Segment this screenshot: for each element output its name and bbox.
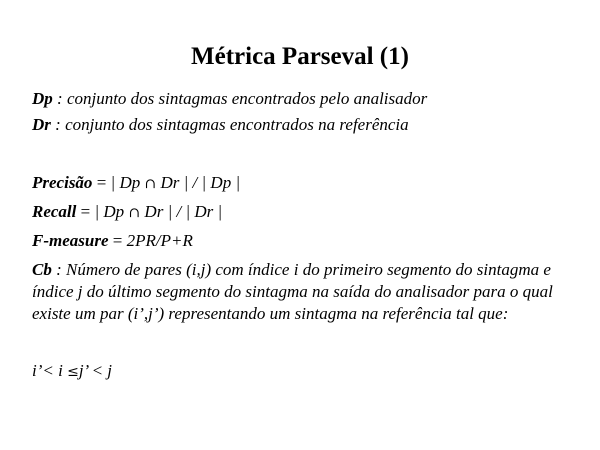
formula-part: Dr | / | Dp |: [156, 173, 241, 192]
fmeasure-formula: [32, 230, 572, 252]
formula-part: Dr | / | Dr |: [140, 202, 223, 221]
cb-definition: [32, 259, 570, 325]
equals-sign: =: [92, 173, 111, 192]
definition-term: Dp: [32, 89, 53, 108]
slide-title: Métrica Parseval (1): [191, 43, 409, 70]
intersection-symbol: ∩: [144, 176, 157, 192]
recall-formula: [32, 201, 572, 224]
condition-part: j’ < j: [78, 361, 113, 380]
formula-part: | Dp: [110, 173, 145, 192]
formula-part: 2PR/P+R: [126, 231, 193, 250]
condition-part: i’< i: [32, 361, 68, 380]
precision-formula: [32, 172, 572, 195]
definition-term: Dr: [32, 115, 51, 134]
equals-sign: =: [76, 202, 95, 221]
cb-term: Cb: [32, 260, 52, 279]
precision-term: Precisão: [32, 173, 93, 192]
formula-part: | Dp: [94, 202, 129, 221]
definition-dp: [32, 88, 572, 110]
fmeasure-term: F-measure: [32, 231, 109, 250]
equals-sign: =: [108, 231, 127, 250]
definition-dr: [32, 114, 572, 136]
crossing-condition: [32, 360, 572, 383]
recall-term: Recall: [32, 202, 77, 221]
definition-text: : conjunto dos sintagmas encontrados na referência: [50, 115, 409, 134]
less-equal-symbol: ≤: [67, 364, 79, 380]
cb-text: : Número de pares (i,j) com índice i do primeiro segmento do sintagma e índice j do último segmento do sintagma na saída do analisador para o qual existe um par (i’,j’) representando um sintagma na referência tal que:: [32, 260, 553, 323]
definition-text: : conjunto dos sintagmas encontrados pelo analisador: [52, 89, 428, 108]
intersection-symbol: ∩: [128, 205, 141, 221]
